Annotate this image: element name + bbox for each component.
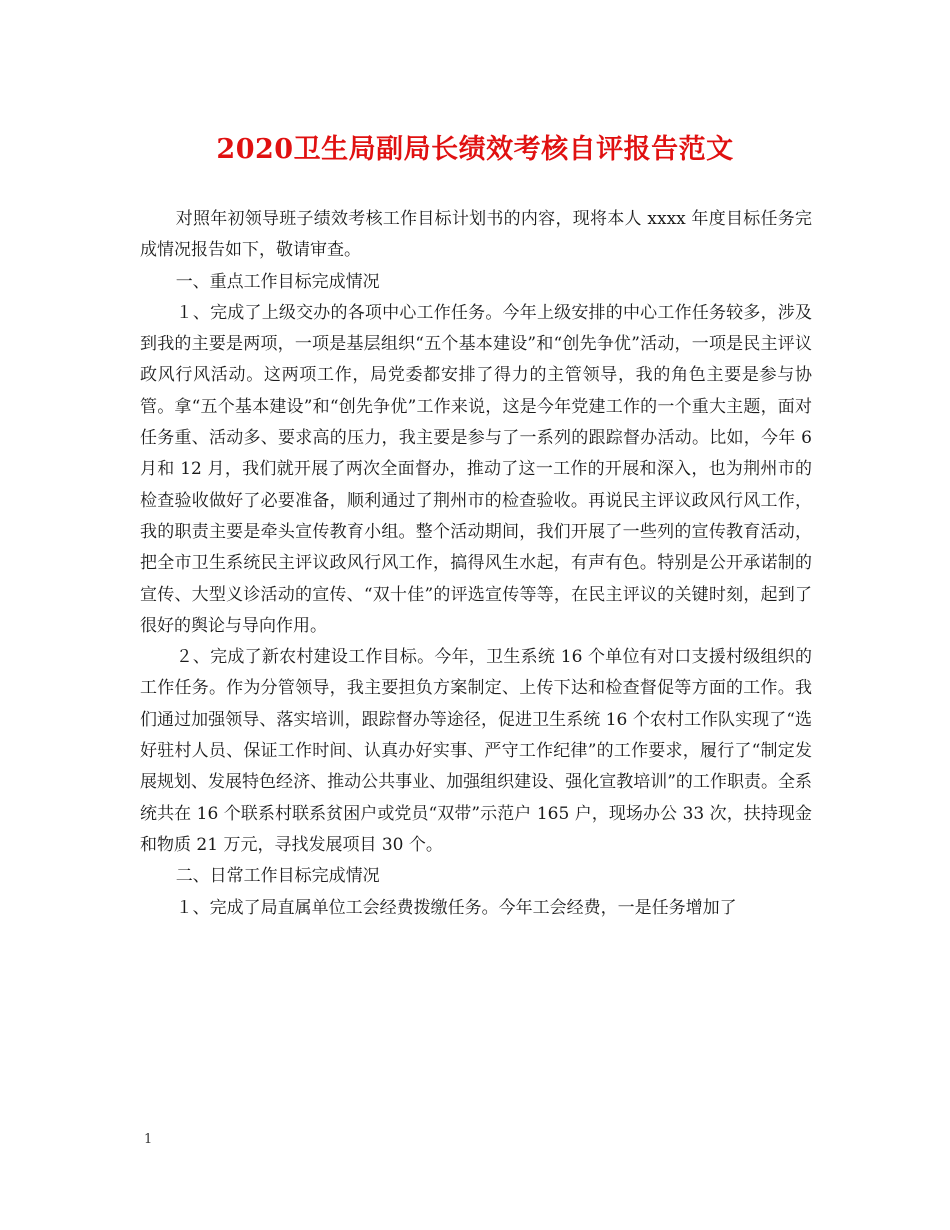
document-body (140, 204, 812, 924)
document-title: 2020卫生局副局长绩效考核自评报告范文 (216, 134, 734, 165)
intro-paragraph: 对照年初领导班子绩效考核工作目标计划书的内容，现将本人 xxxx 年度目标任务完成情况报告如下，敬请审查。 (140, 209, 812, 261)
section-heading-key-goals: 一、重点工作目标完成情况 (175, 271, 380, 292)
paragraph-central-tasks: １、完成了上级交办的各项中心工作任务。今年上级安排的中心工作任务较多，涉及到我的主要是两项，一项是基层组织“五个基本建设”和“创先争优”活动，一项是民主评议政风行风活动。这两项工作，局党委都安排了得力的主管领导，我的角色主要是参与协管。拿“五个基本建设”和“创先争优”工作来说，这是今年党建工作的一个重大主题，面对任务重、活动多、要求高的压力，我主要是参与了一系列的跟踪督办活动。比如，今年 6 月和 12 月，我们就开展了两次全面督办，推动了这一工作的开展和深入，也为荆州市的检查验收做好了必要准备，顺利通过了荆州市的检查验收。再说民主评议政风行风工作，我的职责主要是牵头宣传教育小组。整个活动期间，我们开展了一些列的宣传教育活动，把全市卫生系统民主评议政风行风工作，搞得风生水起，有声有色。特别是公开承诺制的宣传、大型义诊活动的宣传、“双十佳”的评选宣传等等，在民主评议的关键时刻，起到了很好的舆论与导向作用。 (140, 302, 812, 636)
page-number: 1 (144, 1132, 153, 1147)
section-heading-daily-goals: 二、日常工作目标完成情况 (175, 866, 380, 887)
paragraph-union-funds: １、完成了局直属单位工会经费拨缴任务。今年工会经费，一是任务增加了 (175, 897, 737, 918)
paragraph-new-rural-construction: ２、完成了新农村建设工作目标。今年，卫生系统 16 个单位有对口支援村级组织的工作任务。作为分管领导，我主要担负方案制定、上传下达和检查督促等方面的工作。我们通过加强领导、落实培训，跟踪督办等途径，促进卫生系统 16 个农村工作队实现了“选好驻村人员、保证工作时间、认真办好实事、严守工作纪律”的工作要求，履行了“制定发展规划、发展特色经济、推动公共事业、加强组织建设、强化宣教培训”的工作职责。全系统共在 16 个联系村联系贫困户或党员“双带”示范户 165 户，现场办公 33 次，扶持现金和物质 21 万元，寻找发展项目 30 个。 (140, 647, 812, 855)
